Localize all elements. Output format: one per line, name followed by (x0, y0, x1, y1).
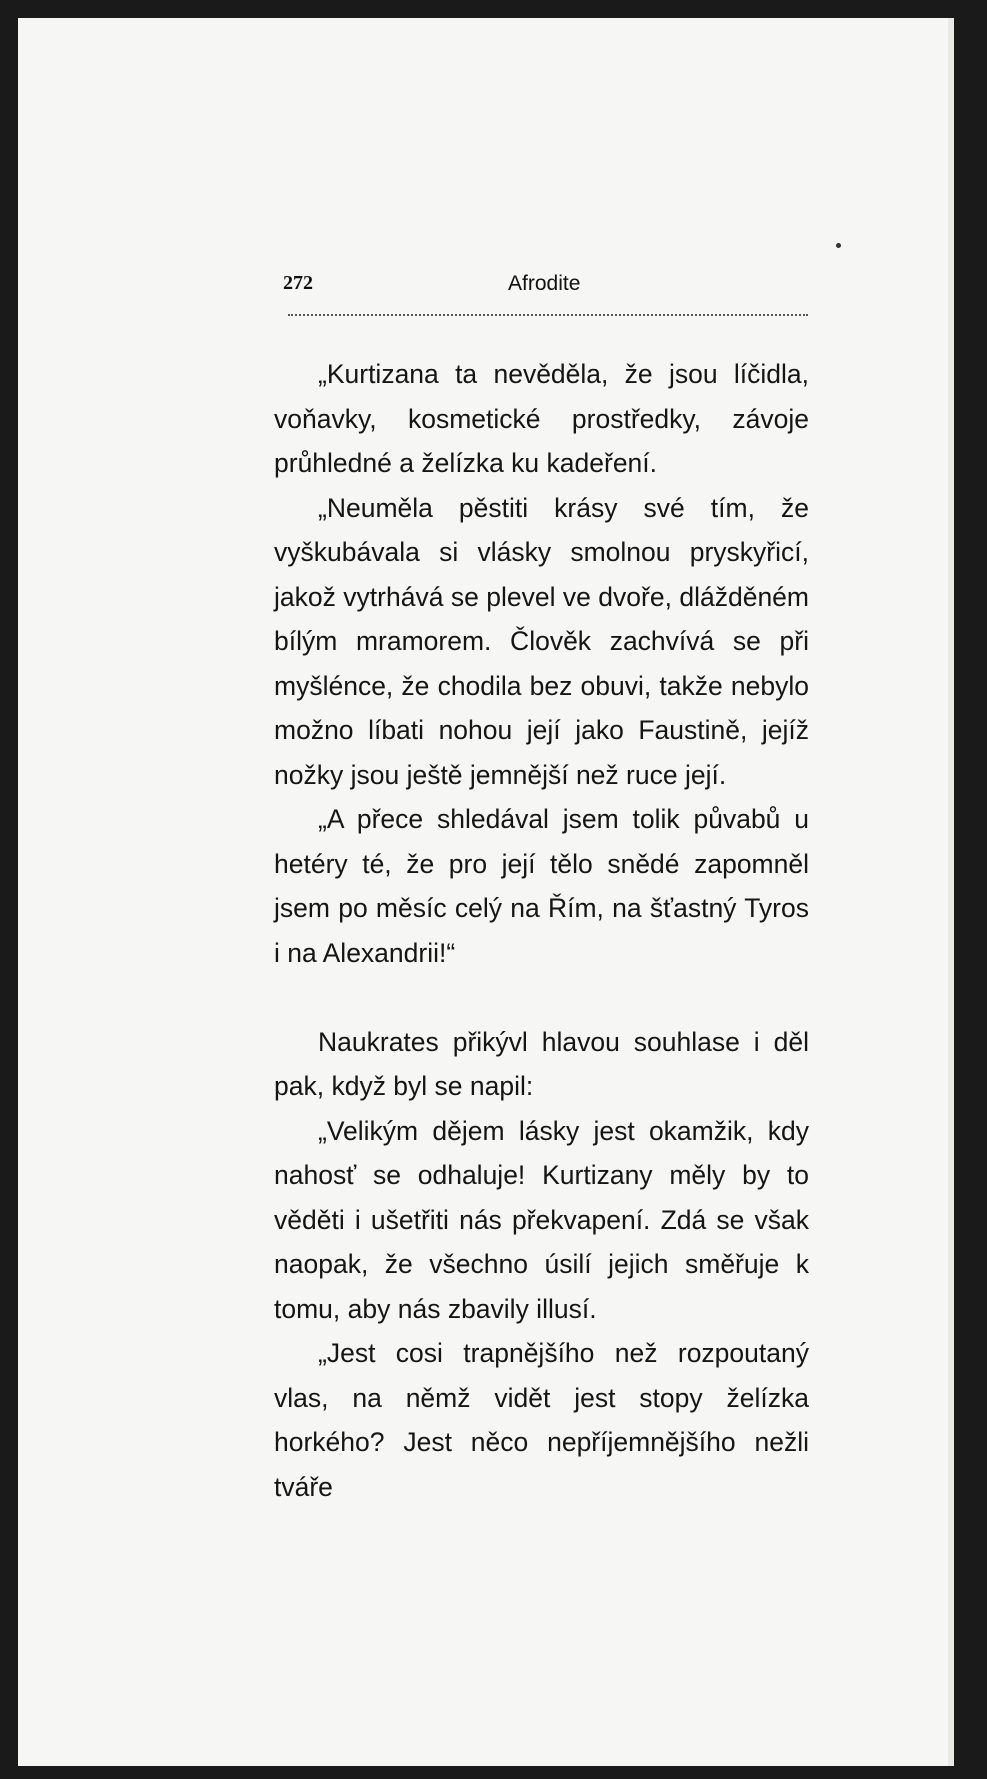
header-rule (288, 314, 808, 316)
paragraph: Naukrates přikývl hlavou souhlase i děl pak, když byl se napil: (274, 1026, 809, 1101)
paragraph: „Velikým dějem lásky jest okamžik, kdy nahosť se odhaluje! Kurtizany měly by to věděti i ušetřiti nás překvapení. Zdá se však naopak, že všechno úsilí jejich směřuje k tomu, aby nás zbavily illusí. (274, 1115, 809, 1324)
paragraph: „Kurtizana ta nevěděla, že jsou líčidla, voňavky, kosmetické prostředky, závoje průhledné a želízka ku kadeření. (274, 359, 809, 478)
page-edge (948, 18, 954, 1766)
paragraph: „A přece shledával jsem tolik půvabů u hetéry té, že pro její tělo snědé zapomněl jsem po měsíc celý na Řím, na šťastný Tyros i na Alexandrii!“ (274, 804, 809, 968)
paragraph: „Jest cosi trapnějšího než rozpoutaný vlas, na němž vidět jest stopy želízka horkého? Jest něco nepříjemnějšího nežli tváře (274, 1338, 809, 1502)
running-title: Afrodite (508, 272, 581, 295)
paragraph: „Neuměla pěstiti krásy své tím, že vyškubávala si vlásky smolnou pryskyřicí, jakož vytrhává se plevel ve dvoře, dlážděném bílým mramorem. Člověk zachvívá se při myšlénce, že chodila bez obuvi, takže nebylo možno líbati nohou její jako Faustině, jejíž nožky jsou ještě jemnější než ruce její. (274, 492, 809, 790)
speck (836, 243, 841, 248)
page-header (283, 264, 808, 300)
page-number: 272 (283, 272, 313, 294)
body-text (274, 352, 809, 1509)
